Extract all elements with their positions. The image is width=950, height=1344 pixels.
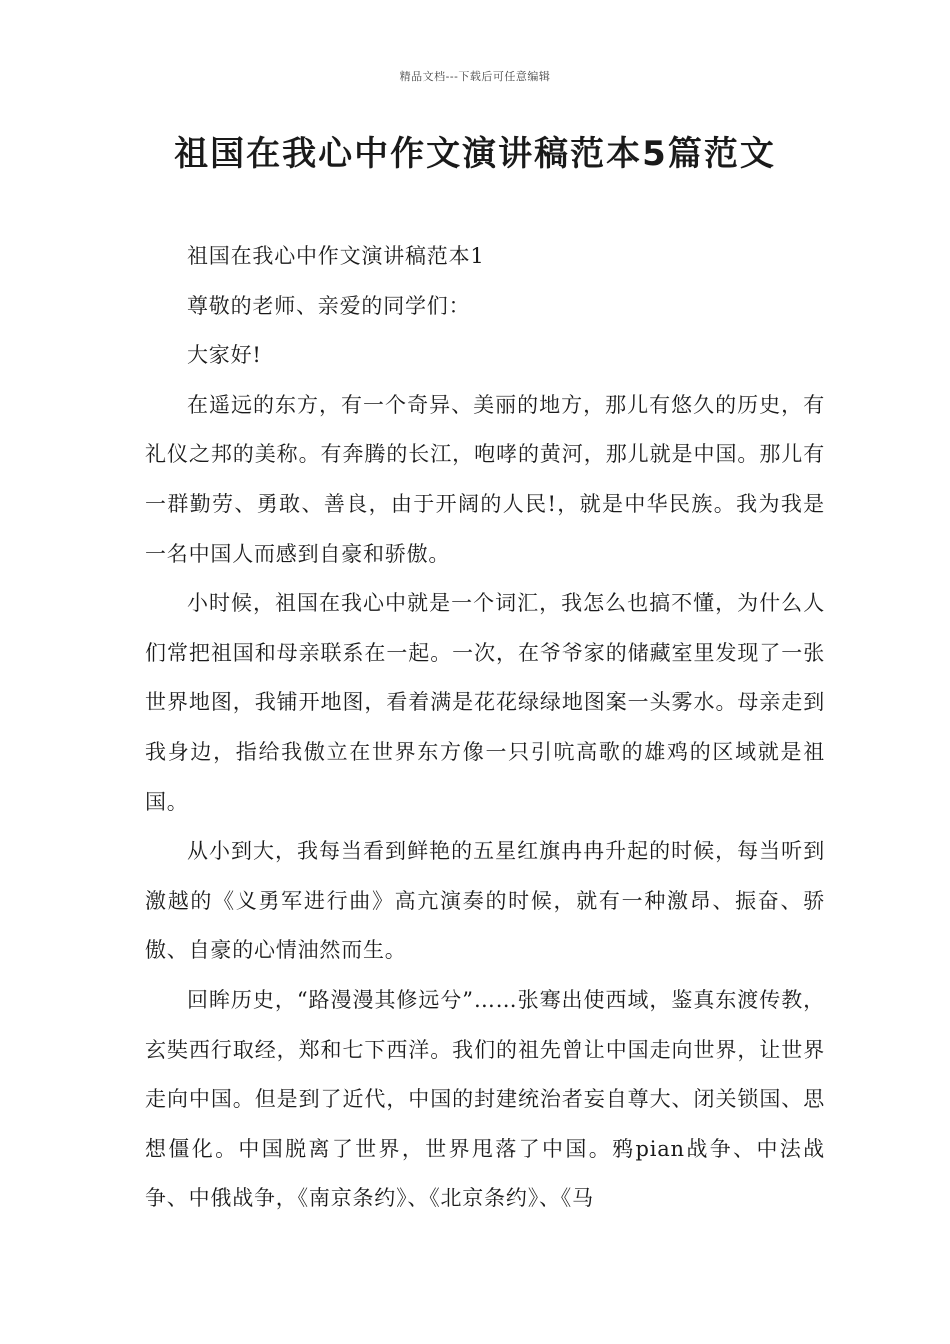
document-title: 祖国在我心中作文演讲稿范本5篇范文: [174, 134, 776, 174]
salutation: 尊敬的老师、亲爱的同学们：: [187, 293, 471, 318]
paragraph: 回眸历史，“路漫漫其修远兮”……张骞出使西域，鉴真东渡传教，玄奘西行取经，郑和七下西洋。我们的祖先曾让中国走向世界，让世界走向中国。但是到了近代，中国的封建统治者妄自尊大、闭关锁国、思想僵化。中国脱离了世界，世界甩落了中国。鸦pian战争、中法战争、中俄战争，《南京条约》、《北京条约》、《马: [145, 987, 825, 1211]
document-body: [145, 232, 825, 1224]
paragraph: 在遥远的东方，有一个奇异、美丽的地方，那儿有悠久的历史，有礼仪之邦的美称。有奔腾的长江，咆哮的黄河，那儿就是中国。那儿有一群勤劳、勇敢、善良，由于开阔的人民!，就是中华民族。我为我是一名中国人而感到自豪和骄傲。: [145, 392, 825, 566]
paragraph: 小时候，祖国在我心中就是一个词汇，我怎么也搞不懂，为什么人们常把祖国和母亲联系在一起。一次，在爷爷家的储藏室里发现了一张世界地图，我铺开地图，看着满是花花绿绿地图案一头雾水。母亲走到我身边，指给我傲立在世界东方像一只引吭高歌的雄鸡的区域就是祖国。: [145, 591, 825, 814]
paragraph: 从小到大，我每当看到鲜艳的五星红旗冉冉升起的时候，每当听到激越的《义勇军进行曲》高亢演奏的时候，就有一种激昂、振奋、骄傲、自豪的心情油然而生。: [145, 839, 825, 963]
greeting: 大家好!: [187, 343, 262, 368]
header-note: 精品文档---下载后可任意编辑: [399, 70, 551, 83]
section-heading: 祖国在我心中作文演讲稿范本1: [187, 244, 485, 268]
